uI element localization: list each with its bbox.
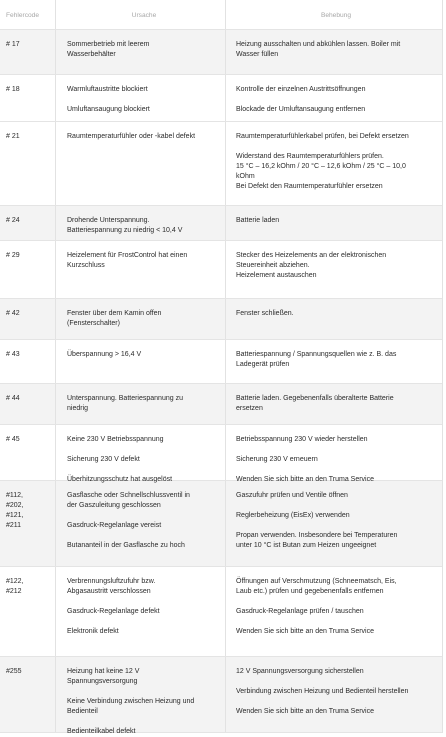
cause-item — [67, 455, 221, 465]
cause-item-line: Heizelement für FrostControl hat einen — [67, 252, 188, 259]
error-code: #212 — [6, 588, 22, 595]
cause-item-line: (Fensterschalter) — [67, 320, 120, 327]
header-fix: Behebung — [320, 12, 352, 19]
fix-cell — [226, 122, 442, 205]
table-row — [0, 122, 442, 206]
error-code: # 18 — [6, 86, 20, 93]
cause-item-line: Gasflasche oder Schnellschlussventil in — [67, 492, 190, 499]
fix-item-line: Verbindung zwischen Heizung und Bedienteil herstellen — [236, 688, 409, 695]
error-code: #255 — [6, 668, 22, 675]
table-row — [0, 241, 442, 299]
fix-cell — [226, 206, 442, 240]
cause-item-line: Abgasaustritt verschlossen — [67, 588, 151, 595]
cause-item-line: Überhitzungsschutz hat ausgelöst — [67, 476, 173, 483]
cause-item-line: Keine Verbindung zwischen Heizung und — [67, 698, 195, 705]
cause-item — [67, 394, 221, 414]
cause-cell — [55, 241, 226, 298]
fix-item — [236, 455, 436, 465]
table-row — [0, 340, 442, 384]
fix-cell — [226, 657, 442, 732]
fix-item — [236, 40, 436, 60]
cause-item-line: der Gaszuleitung geschlossen — [67, 502, 161, 509]
cause-item — [67, 309, 221, 329]
cause-item — [67, 577, 221, 597]
cause-item — [67, 697, 221, 717]
table-row — [0, 206, 442, 241]
cause-item-line: Umluftansaugung blockiert — [67, 106, 150, 113]
fix-item-line: Betriebsspannung 230 V wieder herstellen — [236, 436, 368, 443]
fix-cell — [226, 340, 442, 383]
fix-cell — [226, 30, 442, 74]
cause-item — [67, 40, 221, 60]
fix-item — [236, 577, 436, 597]
fix-item — [236, 667, 436, 677]
fix-item-line: Steuereinheit abziehen. — [236, 262, 310, 269]
error-code: # 43 — [6, 351, 20, 358]
fix-item — [236, 627, 436, 637]
cause-item — [67, 435, 221, 445]
error-code: # 21 — [6, 133, 20, 140]
error-code: # 42 — [6, 310, 20, 317]
error-code-cell — [0, 206, 55, 240]
cause-item — [67, 667, 221, 687]
error-code: #202, — [6, 502, 24, 509]
fix-item-line: Propan verwenden. Insbesondere bei Temperaturen — [236, 532, 398, 539]
cause-item — [67, 216, 221, 236]
error-code-cell — [0, 481, 55, 566]
cause-cell — [55, 425, 226, 483]
header-code: Fehlercode — [6, 12, 39, 19]
cause-item-line: Heizung hat keine 12 V — [67, 668, 140, 675]
error-code: # 17 — [6, 41, 20, 48]
table-row — [0, 425, 442, 481]
fix-item-line: Batterie laden. Gegebenenfalls überalterte Batterie — [236, 395, 394, 402]
fix-cell — [226, 567, 442, 656]
fix-item — [236, 132, 436, 142]
cause-item — [67, 251, 221, 271]
error-code-cell — [0, 657, 55, 732]
cause-item-line: Butananteil in der Gasflasche zu hoch — [67, 542, 185, 549]
error-code-cell — [0, 567, 55, 656]
error-code: #121, — [6, 512, 24, 519]
cause-item — [67, 105, 221, 115]
fix-item-line: 15 °C – 16,2 kOhm / 20 °C – 12,6 kOhm / 25 °C – 10,0 — [236, 163, 406, 170]
fix-item-line: Widerstand des Raumtemperaturfühlers prüfen. — [236, 153, 384, 160]
cause-item — [67, 727, 221, 737]
cause-cell — [55, 657, 226, 735]
fix-item-line: Fenster schließen. — [236, 310, 294, 317]
cause-item-line: Batteriespannung zu niedrig < 10,4 V — [67, 227, 183, 234]
fix-item — [236, 531, 436, 551]
fix-item-line: Raumtemperaturfühlerkabel prüfen, bei Defekt ersetzen — [236, 133, 409, 140]
fix-item — [236, 435, 436, 445]
cause-cell — [55, 384, 226, 424]
fix-item — [236, 607, 436, 617]
error-code: # 44 — [6, 395, 20, 402]
fix-item-line: Öffnungen auf Verschmutzung (Schneematsch, Eis, — [236, 578, 397, 585]
error-code: #211 — [6, 522, 22, 529]
cause-item-line: Gasdruck-Regelanlage defekt — [67, 608, 160, 615]
cause-item-line: niedrig — [67, 405, 89, 412]
fix-item-line: Wenden Sie sich bitte an den Truma Service — [236, 708, 375, 715]
cause-item-line: Überspannung > 16,4 V — [67, 351, 142, 358]
fix-item — [236, 394, 436, 414]
table-row — [0, 384, 442, 425]
fix-item-line: Sicherung 230 V erneuern — [236, 456, 318, 463]
fix-cell — [226, 299, 442, 339]
cause-item-line: Gasdruck-Regelanlage vereist — [67, 522, 162, 529]
cause-cell — [55, 206, 226, 240]
cause-item — [67, 607, 221, 617]
fix-item — [236, 511, 436, 521]
fix-item-line: unter 10 °C ist Butan zum Heizen ungeeignet — [236, 542, 377, 549]
fix-item — [236, 85, 436, 95]
fix-item — [236, 707, 436, 717]
fix-item — [236, 687, 436, 697]
fix-cell — [226, 481, 442, 566]
cause-item-line: Drohende Unterspannung. — [67, 217, 150, 224]
cause-item-line: Verbrennungsluftzufuhr bzw. — [67, 578, 156, 585]
cause-item-line: Sommerbetrieb mit leerem — [67, 41, 150, 48]
fix-item — [236, 152, 436, 192]
fix-item-line: Bei Defekt den Raumtemperaturfühler ersetzen — [236, 183, 383, 190]
fix-item-line: Heizelement austauschen — [236, 272, 317, 279]
cause-item-line: Warmluftaustritte blockiert — [67, 86, 148, 93]
fix-cell — [226, 425, 442, 483]
error-code-cell — [0, 75, 55, 121]
cause-item — [67, 627, 221, 637]
fix-item-line: Batteriespannung / Spannungsquellen wie z. B. das — [236, 351, 397, 358]
cause-item-line: Kurzschluss — [67, 262, 105, 269]
fix-item-line: Wenden Sie sich bitte an den Truma Service — [236, 628, 375, 635]
error-code-cell — [0, 241, 55, 298]
cause-item-line: Spannungsversorgung — [67, 678, 138, 685]
cause-cell — [55, 299, 226, 339]
cause-item — [67, 491, 221, 511]
fix-item — [236, 105, 436, 115]
cause-item-line: Unterspannung. Batteriespannung zu — [67, 395, 183, 402]
cause-item — [67, 541, 221, 551]
error-code-cell — [0, 340, 55, 383]
fix-item — [236, 216, 436, 226]
fix-item-line: Laub etc.) prüfen und gegebenenfalls entfernen — [236, 588, 384, 595]
fix-item-line: Gaszufuhr prüfen und Ventile öffnen — [236, 492, 348, 499]
error-code-cell — [0, 30, 55, 74]
fix-item-line: Wasser füllen — [236, 51, 279, 58]
cause-item-line: Raumtemperaturfühler oder -kabel defekt — [67, 133, 196, 140]
fix-item-line: 12 V Spannungsversorgung sicherstellen — [236, 668, 364, 675]
fix-item-line: Gasdruck-Regelanlage prüfen / tauschen — [236, 608, 364, 615]
cause-cell — [55, 75, 226, 121]
table-row — [0, 481, 442, 567]
error-code-cell — [0, 299, 55, 339]
cause-item-line: Fenster über dem Kamin offen — [67, 310, 162, 317]
fix-item-line: Ladegerät prüfen — [236, 361, 290, 368]
fix-item-line: Reglerbeheizung (EisEx) verwenden — [236, 512, 350, 519]
error-code: # 45 — [6, 436, 20, 443]
fix-item-line: Stecker des Heizelements an der elektronischen — [236, 252, 387, 259]
fix-cell — [226, 75, 442, 121]
cause-cell — [55, 122, 226, 205]
header-cause: Ursache — [55, 0, 226, 29]
cause-item — [67, 85, 221, 95]
table-row — [0, 657, 442, 733]
table-row — [0, 30, 442, 75]
cause-item — [67, 132, 221, 142]
cause-cell — [55, 481, 226, 566]
fix-item-line: Heizung ausschalten und abkühlen lassen. Boiler mit — [236, 41, 401, 48]
error-code: # 29 — [6, 252, 20, 259]
cause-item-line: Bedienteilkabel defekt — [67, 728, 136, 735]
cause-item-line: Keine 230 V Betriebsspannung — [67, 436, 164, 443]
error-code: #112, — [6, 492, 23, 499]
fix-item — [236, 309, 436, 319]
error-code-cell — [0, 384, 55, 424]
cause-item-line: Elektronik defekt — [67, 628, 119, 635]
fix-item — [236, 491, 436, 501]
fix-item-line: ersetzen — [236, 405, 263, 412]
fix-item-line: Wenden Sie sich bitte an den Truma Service — [236, 476, 375, 483]
table-row — [0, 75, 442, 122]
fix-item-line: Kontrolle der einzelnen Austrittsöffnungen — [236, 86, 366, 93]
cause-item-line: Wasserbehälter — [67, 51, 116, 58]
error-code-cell — [0, 425, 55, 480]
cause-cell — [55, 30, 226, 74]
cause-item-line: Bedienteil — [67, 708, 98, 715]
fix-cell — [226, 241, 442, 298]
table-row — [0, 299, 442, 340]
cause-cell — [55, 340, 226, 383]
cause-item — [67, 521, 221, 531]
fix-item — [236, 350, 436, 370]
table-row — [0, 567, 442, 657]
cause-item-line: Sicherung 230 V defekt — [67, 456, 140, 463]
fix-item-line: kOhm — [236, 173, 255, 180]
fix-item-line: Batterie laden — [236, 217, 280, 224]
error-code: # 24 — [6, 217, 20, 224]
fix-item — [236, 251, 436, 281]
fix-item-line: Blockade der Umluftansaugung entfernen — [236, 106, 366, 113]
cause-item — [67, 350, 221, 360]
error-code: #122, — [6, 578, 24, 585]
error-code-cell — [0, 122, 55, 205]
fix-cell — [226, 384, 442, 424]
table-header — [0, 0, 442, 30]
cause-cell — [55, 567, 226, 656]
